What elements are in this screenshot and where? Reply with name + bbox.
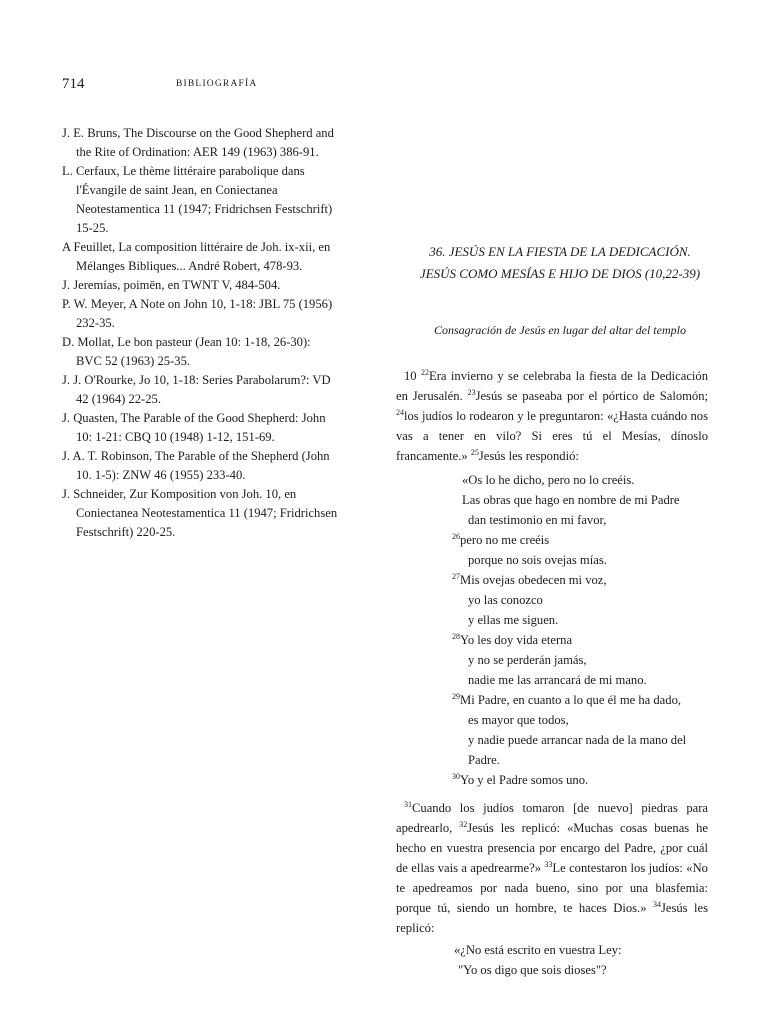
section-title-line-2: JESÚS COMO MESÍAS E HIJO DE DIOS (10,22-39) <box>419 266 701 281</box>
poem-line: $^{29}$Mi Padre, en cuanto a lo que él me ha dado, <box>452 691 682 707</box>
verse-24: los judíos lo rodearon y le preguntaron: «¿Hasta cuándo nos vas a tener en vilo? Si eres tú el Mesías, dínoslo francamente.» <box>396 409 708 463</box>
verse-25: Jesús les respondió: <box>478 449 579 463</box>
verse-number: 24 <box>396 407 404 417</box>
poetic-block-2 <box>396 940 708 980</box>
poem-line: Las obras que hago en nombre de mi Padre <box>462 493 680 507</box>
chapter-number: 10 <box>404 369 417 383</box>
poem-line: y ellas me siguen. <box>468 613 559 627</box>
bibliography-entry: J. Schneider, Zur Komposition von Joh. 10, en Coniectanea Neotestamentica 11 (1947; Fridrichsen Festschrift) 220-25. <box>62 487 338 539</box>
bibliography-list <box>62 124 338 542</box>
bibliography-entry: J. Quasten, The Parable of the Good Shepherd: John 10: 1-21: CBQ 10 (1948) 1-12, 151-69. <box>62 411 326 444</box>
bibliography-entry: D. Mollat, Le bon pasteur (Jean 10: 1-18, 26-30): BVC 52 (1963) 25-35. <box>62 335 311 368</box>
verse-number: 26 <box>452 531 460 541</box>
bibliography-entry: P. W. Meyer, A Note on John 10, 1-18: JBL 75 (1956) 232-35. <box>62 297 333 330</box>
page-number: 714 <box>62 76 85 92</box>
verse-number: 23 <box>467 387 476 397</box>
verse-number: 33 <box>544 859 553 869</box>
verse-number: 29 <box>452 691 460 701</box>
poem-line: yo las conozco <box>468 593 543 607</box>
poem-line: «Os lo he dicho, pero no lo creéis. <box>462 473 635 487</box>
running-head: BIBLIOGRAFÍA <box>176 79 258 89</box>
paragraph-verses-31-34 <box>396 798 708 938</box>
verse-number: 30 <box>452 771 460 781</box>
verse-32: Jesús les replicó: «Muchas cosas buenas he hecho en vuestra presencia por encargo del Padre, ¿por cuál de ellas vais a apedrearme?» <box>396 821 708 875</box>
poem-line: dan testimonio en mi favor, <box>468 513 607 527</box>
verse-31: Cuando los judíos tomaron [de nuevo] piedras para apedrearlo, <box>396 801 708 835</box>
section-title <box>410 241 710 285</box>
verse-number: 32 <box>459 819 468 829</box>
verse-number: 34 <box>652 899 661 909</box>
poem-line: $^{30}$Yo y el Padre somos uno. <box>452 771 589 787</box>
poem-line: «¿No está escrito en vuestra Ley: <box>454 943 622 957</box>
poem-line: $^{28}$Yo les doy vida eterna <box>452 631 573 647</box>
section-subheading: Consagración de Jesús en lugar del altar del templo <box>434 323 686 337</box>
bibliography-entry: A Feuillet, La composition littéraire de Joh. ix-xii, en Mélanges Bibliques... André Robert, 478-93. <box>62 240 331 273</box>
section-title-line-1: 36. JESÚS EN LA FIESTA DE LA DEDICACIÓN. <box>429 244 691 259</box>
bibliography-entry: J. J. O'Rourke, Jo 10, 1-18: Series Parabolarum?: VD 42 (1964) 22-25. <box>62 373 331 406</box>
bibliography-entry: J. E. Bruns, The Discourse on the Good Shepherd and the Rite of Ordination: AER 149 (1963) 386-91. <box>62 126 334 159</box>
gospel-text <box>396 366 708 980</box>
poem-line: $^{26}$pero no me creéis <box>452 531 550 547</box>
poem-line: "Yo os digo que sois dioses"? <box>458 963 607 977</box>
poem-line: y no se perderán jamás, <box>468 653 587 667</box>
poetic-block <box>396 470 708 790</box>
verse-number: 22 <box>421 367 430 377</box>
verse-number: 25 <box>470 447 479 457</box>
verse-34: Jesús les replicó: <box>396 901 709 935</box>
verse-23: Jesús se paseaba por el pórtico de Salomón; <box>475 389 709 403</box>
poem-line: es mayor que todos, <box>468 713 569 727</box>
verse-number: 31 <box>404 799 412 809</box>
poem-line: $^{27}$Mis ovejas obedecen mi voz, <box>452 571 607 587</box>
bibliography-entry: J. A. T. Robinson, The Parable of the Shepherd (John 10. 1-5): ZNW 46 (1955) 233-40. <box>62 449 330 482</box>
verse-22: Era invierno y se celebraba la fiesta de la Dedicación en Jerusalén. <box>396 369 709 403</box>
verse-number: 27 <box>452 571 460 581</box>
bibliography-entry: L. Cerfaux, Le thème littéraire parabolique dans l'Évangile de saint Jean, en Coniectanea Neotestamentica 11 (1947; Fridrichsen Festschrift) 15-25. <box>62 164 333 235</box>
verse-33: Le contestaron los judíos: «No te apedreamos por nada bueno, sino por una blasfemia: porque tú, siendo un hombre, te haces Dios.» <box>396 861 708 915</box>
poem-line: y nadie puede arrancar nada de la mano del Padre. <box>468 733 687 767</box>
bibliography-entry: J. Jeremías, poimēn, en TWNT V, 484-504. <box>62 278 281 292</box>
paragraph-verses-22-25 <box>396 366 708 466</box>
verse-number: 28 <box>452 631 460 641</box>
poem-line: porque no sois ovejas mías. <box>468 553 607 567</box>
poem-line: nadie me las arrancará de mi mano. <box>468 673 647 687</box>
